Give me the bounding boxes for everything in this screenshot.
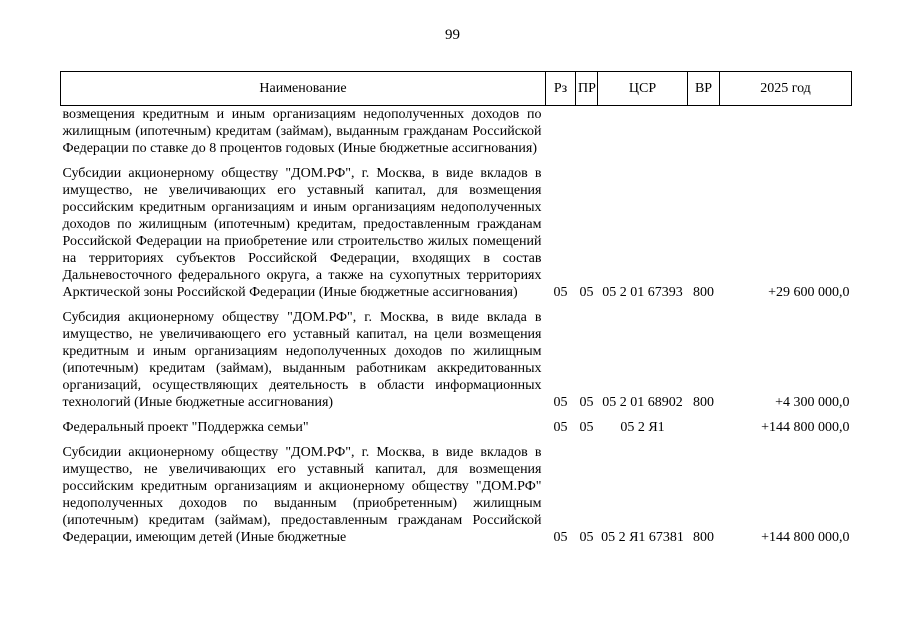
row-name: Субсидия акционерному обществу "ДОМ.РФ", г. Москва, в виде вклада в имущество, не увеличивающего его уставный капитал, на цели возмещения кредитным и иным организациям недополученных доходов по жилищным (ипотечным) кредитам (займам), выданным работникам аккредитованных организаций, осуществляющих деятельность в области информационных технологий (Иные бюджетные ассигнования) [62,310,542,410]
table-row [61,157,852,301]
header-csr: ЦСР [598,72,688,106]
row-pr: 05 [579,285,594,300]
table-row [61,436,852,546]
row-pr: 05 [579,530,594,545]
header-pr: ПР [576,72,598,106]
row-csr: 05 2 01 68902 [602,395,683,410]
row-amount: +144 800 000,0 [761,420,850,435]
row-rz: 05 [553,530,568,545]
row-vr [688,411,720,436]
page-number: 99 [445,27,460,43]
row-pr: 05 [579,395,594,410]
row-vr: 800 [693,530,714,545]
row-name: Субсидии акционерному обществу "ДОМ.РФ", г. Москва, в виде вкладов в имущество, не увеличивающих его уставный капитал, для возмещения российским кредитным организациям и акционерному обществу "ДОМ.РФ" недополученных доходов по выданным (приобретенным) жилищным (ипотечным) кредитам (займам), предоставленным гражданам Российской Федерации, имеющим детей (Иные бюджетные [62,445,542,545]
row-pr [576,106,598,158]
row-rz: 05 [553,395,568,410]
budget-table [60,71,852,546]
table-row [61,411,852,436]
row-csr: 05 2 Я1 67381 [601,530,684,545]
row-csr: 05 2 01 67393 [602,285,683,300]
table-row [61,106,852,158]
header-rz: Рз [546,72,576,106]
row-amount: +144 800 000,0 [761,530,850,545]
header-vr: ВР [688,72,720,106]
row-amount: +29 600 000,0 [768,285,850,300]
table-row [61,301,852,411]
header-year: 2025 год [720,72,852,106]
row-amount [720,106,852,158]
row-csr: 05 2 Я1 [620,420,665,435]
row-rz: 05 [553,420,568,435]
row-rz [546,106,576,158]
row-vr [688,106,720,158]
row-csr [598,106,688,158]
row-name: возмещения кредитным и иным организациям недополученных доходов по жилищным (ипотечным) кредитам (займам), выданным гражданам Российской Федерации по ставке до 8 процентов годовых (Иные бюджетные ассигнования) [62,107,542,156]
row-pr: 05 [579,420,594,435]
row-name: Федеральный проект "Поддержка семьи" [62,420,309,435]
header-name: Наименование [61,72,546,106]
row-vr: 800 [693,395,714,410]
row-amount: +4 300 000,0 [775,395,850,410]
row-vr: 800 [693,285,714,300]
row-rz: 05 [553,285,568,300]
row-name: Субсидии акционерному обществу "ДОМ.РФ", г. Москва, в виде вкладов в имущество, не увеличивающих его уставный капитал, для возмещения российским кредитным организациям и иным организациям недополученных доходов по жилищным (ипотечным) кредитам, предоставленным гражданам Российской Федерации на приобретение или строительство жилых помещений на территориях субъектов Российской Федерации, входящих в состав Дальневосточного федерального округа, а также на сухопутных территориях Арктической зоны Российской Федерации (Иные бюджетные ассигнования) [62,166,542,300]
table-header [61,72,852,106]
